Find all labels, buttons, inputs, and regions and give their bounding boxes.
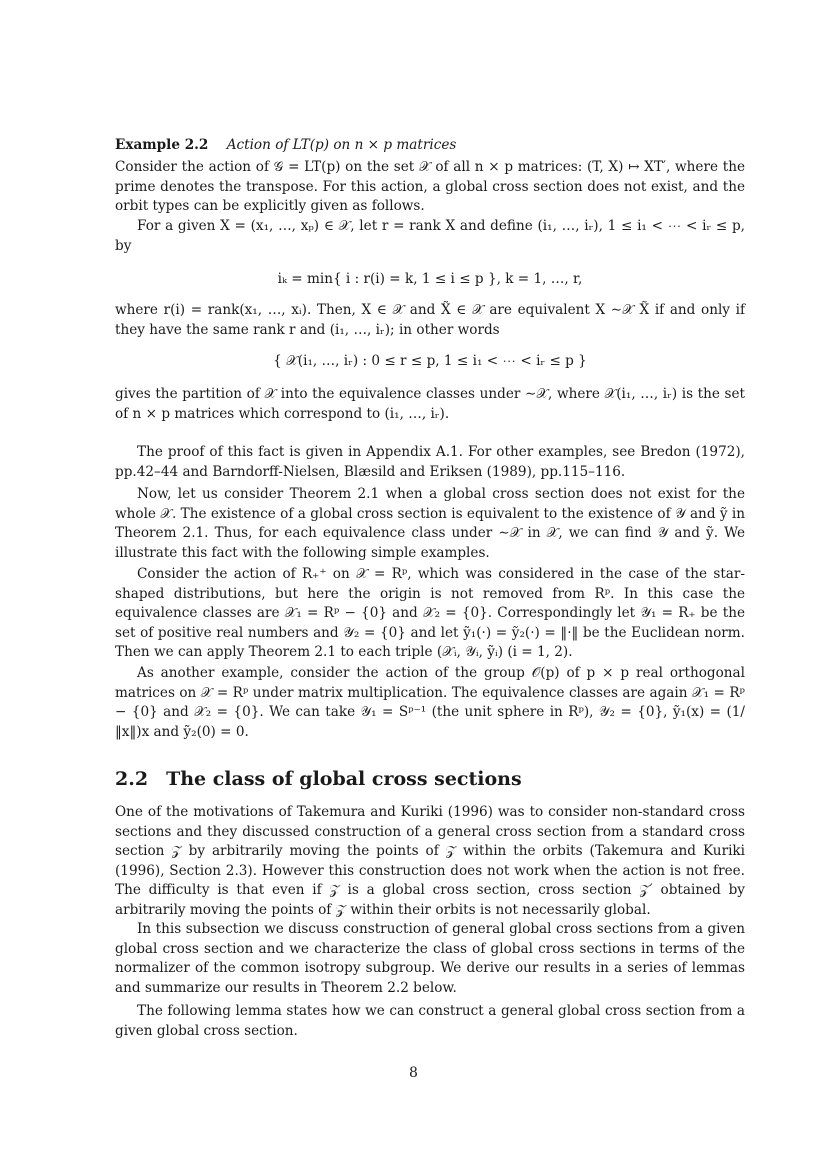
paragraph-3: where r(i) = rank(x₁, …, xᵢ). Then, X ∈ 𝒳 and X̃ ∈ 𝒳 are equivalent X ∼𝒳 X̃ if and only if they have the same rank r and (i₁, …, iᵣ); in other words <box>115 302 745 338</box>
example-label: Example 2.2 <box>115 137 209 153</box>
example-heading <box>115 136 745 156</box>
page-number: 8 <box>409 1065 418 1081</box>
equation-1: iₖ = min{ i : r(i) = k, 1 ≤ i ≤ p }, k = 1, …, r, <box>277 271 583 287</box>
paragraph-4: gives the partition of 𝒳 into the equivalence classes under ∼𝒳, where 𝒳(i₁, …, iᵣ) is the set of n × p matrices which correspond to (i₁, …, iᵣ). <box>115 386 745 422</box>
paragraph-5: The proof of this fact is given in Appendix A.1. For other examples, see Bredon (1972), pp.42–44 and Barndorff-Nielsen, Blæsild and Eriksen (1989), pp.115–116. <box>115 444 745 480</box>
section-number: 2.2 <box>115 768 149 790</box>
section-title: The class of global cross sections <box>166 768 522 790</box>
section-heading <box>115 768 522 790</box>
paragraph-9: One of the motivations of Takemura and Kuriki (1996) was to consider non-standard cross sections and they discussed construction of a general cross section from a standard cross section 𝒵 by arbitrarily moving the points of 𝒵 within the orbits (Takemura and Kuriki (1996), Section 2.3). However this construction does not work when the action is not free. The difficulty is that even if 𝒵 is a global cross section, cross section 𝒵′ obtained by arbitrarily moving the points of 𝒵 within their orbits is not necessarily global. <box>115 804 745 918</box>
paragraph-10: In this subsection we discuss construction of general global cross sections from a given global cross section and we characterize the class of global cross sections in terms of the normalizer of the common isotropy subgroup. We derive our results in a series of lemmas and summarize our results in Theorem 2.2 below. <box>115 921 745 996</box>
paragraph-11: The following lemma states how we can construct a general global cross section from a given global cross section. <box>115 1003 745 1039</box>
example-title: Action of LT(p) on n × p matrices <box>226 137 457 153</box>
equation-2: { 𝒳(i₁, …, iᵣ) : 0 ≤ r ≤ p, 1 ≤ i₁ < ⋯ < iᵣ ≤ p } <box>273 353 587 369</box>
paragraph-7: Consider the action of R₊⁺ on 𝒳 = Rᵖ, which was considered in the case of the star-shaped distributions, but here the origin is not removed from Rᵖ. In this case the equivalence classes are 𝒳₁ = Rᵖ − {0} and 𝒳₂ = {0}. Correspondingly let 𝒴₁ = R₊ be the set of positive real numbers and 𝒴₂ = {0} and let ỹ₁(·) = ỹ₂(·) = ‖·‖ be the Euclidean norm. Then we can apply Theorem 2.1 to each triple (𝒳ᵢ, 𝒴ᵢ, ỹᵢ) (i = 1, 2). <box>115 566 745 661</box>
paragraph-2: For a given X = (x₁, …, xₚ) ∈ 𝒳, let r = rank X and define (i₁, …, iᵣ), 1 ≤ i₁ < ⋯ < iᵣ ≤ p, by <box>115 218 745 254</box>
paragraph-8: As another example, consider the action of the group 𝒪(p) of p × p real orthogonal matrices on 𝒳 = Rᵖ under matrix multiplication. The equivalence classes are again 𝒳₁ = Rᵖ − {0} and 𝒳₂ = {0}. We can take 𝒴₁ = Sᵖ⁻¹ (the unit sphere in Rᵖ), 𝒴₂ = {0}, ỹ₁(x) = (1/‖x‖)x and ỹ₂(0) = 0. <box>115 665 745 740</box>
paragraph-6: Now, let us consider Theorem 2.1 when a global cross section does not exist for the whole 𝒳. The existence of a global cross section is equivalent to the existence of 𝒴 and ỹ in Theorem 2.1. Thus, for each equivalence class under ∼𝒳 in 𝒳, we can find 𝒴 and ỹ. We illustrate this fact with the following simple examples. <box>115 486 745 561</box>
paragraph-1: Consider the action of 𝒢 = LT(p) on the set 𝒳 of all n × p matrices: (T, X) ↦ XT′, where the prime denotes the transpose. For this action, a global cross section does not exist, and the orbit types can be explicitly given as follows. <box>115 159 745 215</box>
